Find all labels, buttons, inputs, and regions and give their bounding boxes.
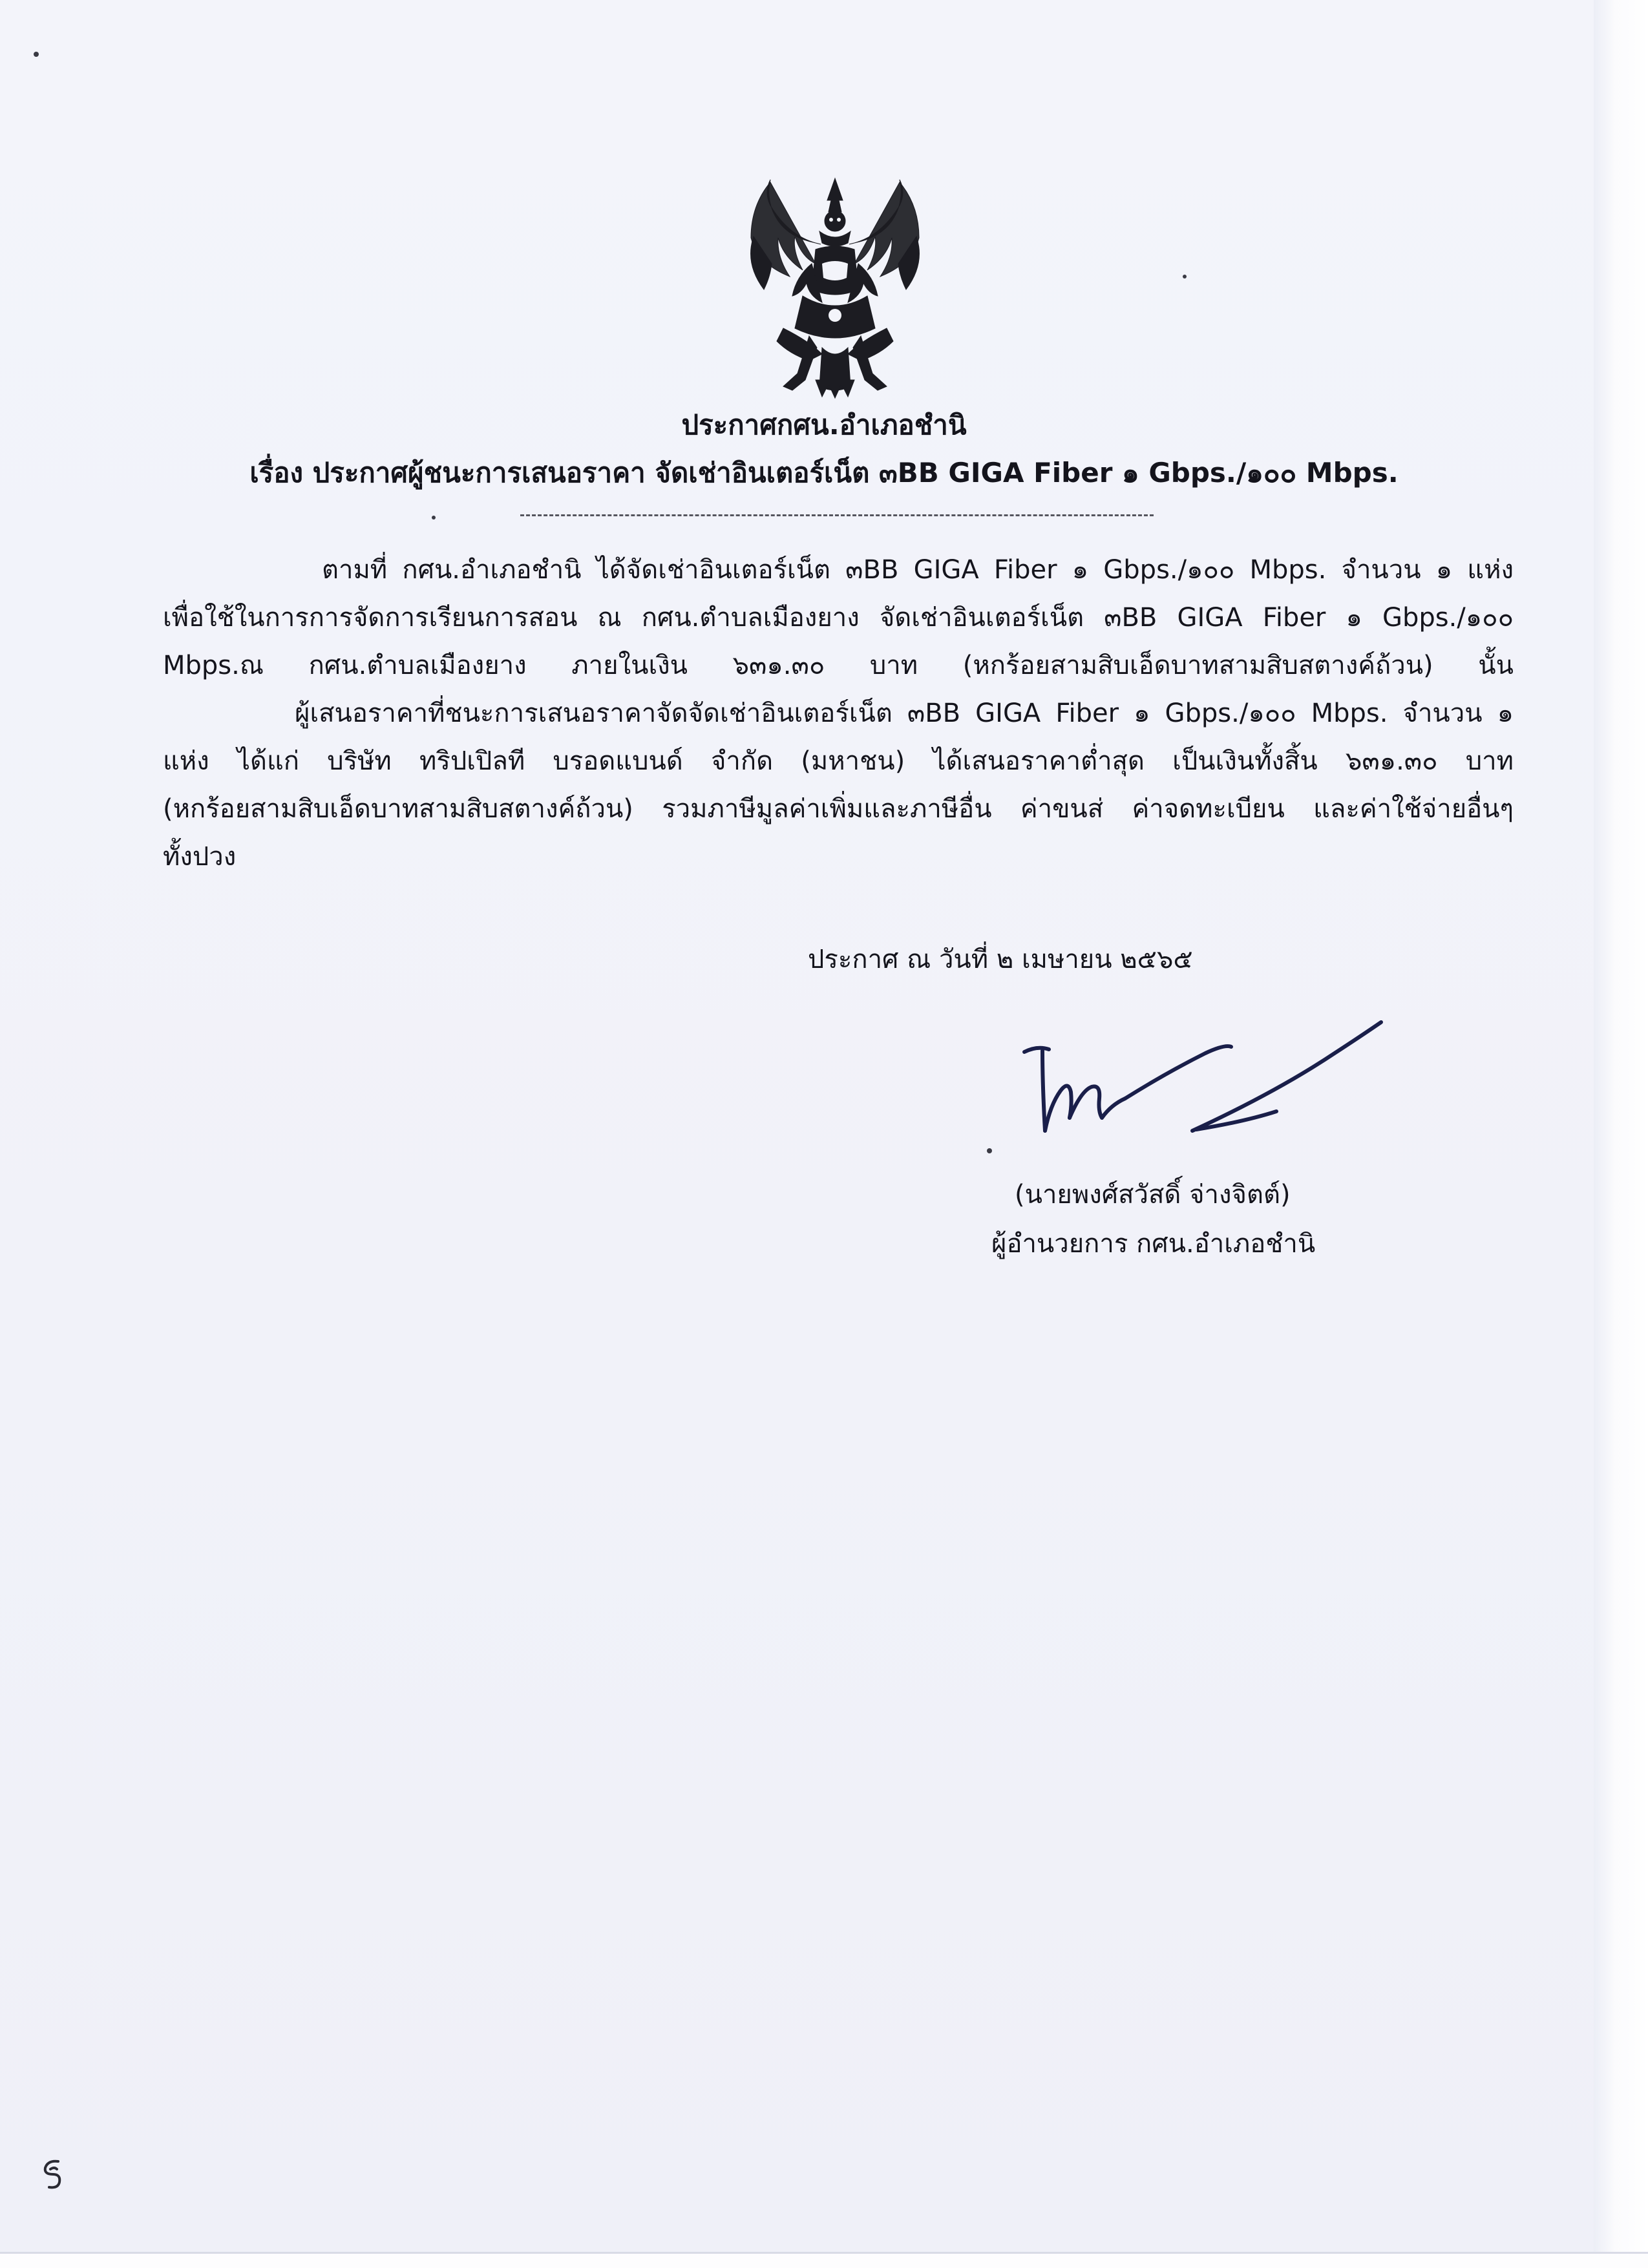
signer-name: (นายพงศ์สวัสดิ์ จ่างจิตต์) [1015,1180,1291,1210]
handwritten-page-marker [39,2155,67,2191]
garuda-emblem-icon [725,167,945,399]
scan-speck [432,516,436,520]
scan-edge-bottom [0,2252,1648,2268]
announcement-date: ประกาศ ณ วันที่ ๒ เมษายน ๒๕๖๕ [808,945,1193,974]
document-issuer: ประกาศกศน.อำเภอชำนิ [681,409,967,441]
paragraph-2-line-3: (หกร้อยสามสิบเอ็ดบาทสามสิบสตางค์ถ้วน) รวมภาษีมูลค่าเพิ่มและภาษีอื่น ค่าขนส่ ค่าจดทะเบียน และค่าใช้จ่ายอื่นๆ [163,794,1514,824]
paragraph-2-line-4: ทั้งปวง [163,842,237,872]
paragraph-2-line-2: แห่ง ได้แก่ บริษัท ทริปเปิลที บรอดแบนด์ จำกัด (มหาชน) ได้เสนอราคาต่ำสุด เป็นเงินทั้งสิ้น ๖๓๑.๓๐ บาท [163,746,1514,776]
handwritten-signature [973,1008,1399,1150]
paragraph-1-line-2: เพื่อใช้ในการการจัดการเรียนการสอน ณ กศน.ตำบลเมืองยาง จัดเช่าอินเตอร์เน็ต ๓BB GIGA Fiber ๑ Gbps./๑๐๐ [163,603,1514,633]
header-divider [520,514,1154,516]
paragraph-1-line-1: ตามที่ กศน.อำเภอชำนิ ได้จัดเช่าอินเตอร์เน็ต ๓BB GIGA Fiber ๑ Gbps./๑๐๐ Mbps. จำนวน ๑ แห่ง [322,555,1514,585]
signer-position: ผู้อำนวยการ กศน.อำเภอชำนิ [991,1229,1316,1259]
paragraph-2-line-1: ผู้เสนอราคาที่ชนะการเสนอราคาจัดจัดเช่าอินเตอร์เน็ต ๓BB GIGA Fiber ๑ Gbps./๑๐๐ Mbps. จำนวน ๑ [295,698,1514,728]
paragraph-1-line-3: Mbps.ณ กศน.ตำบลเมืองยาง ภายในเงิน ๖๓๑.๓๐ บาท (หกร้อยสามสิบเอ็ดบาทสามสิบสตางค์ถ้วน) นั้น [163,651,1514,680]
scan-edge-right [1594,0,1648,2268]
scan-speck [34,52,39,57]
document-subject: เรื่อง ประกาศผู้ชนะการเสนอราคา จัดเช่าอินเตอร์เน็ต ๓BB GIGA Fiber ๑ Gbps./๑๐๐ Mbps. [249,457,1399,488]
scan-speck [1183,275,1187,278]
